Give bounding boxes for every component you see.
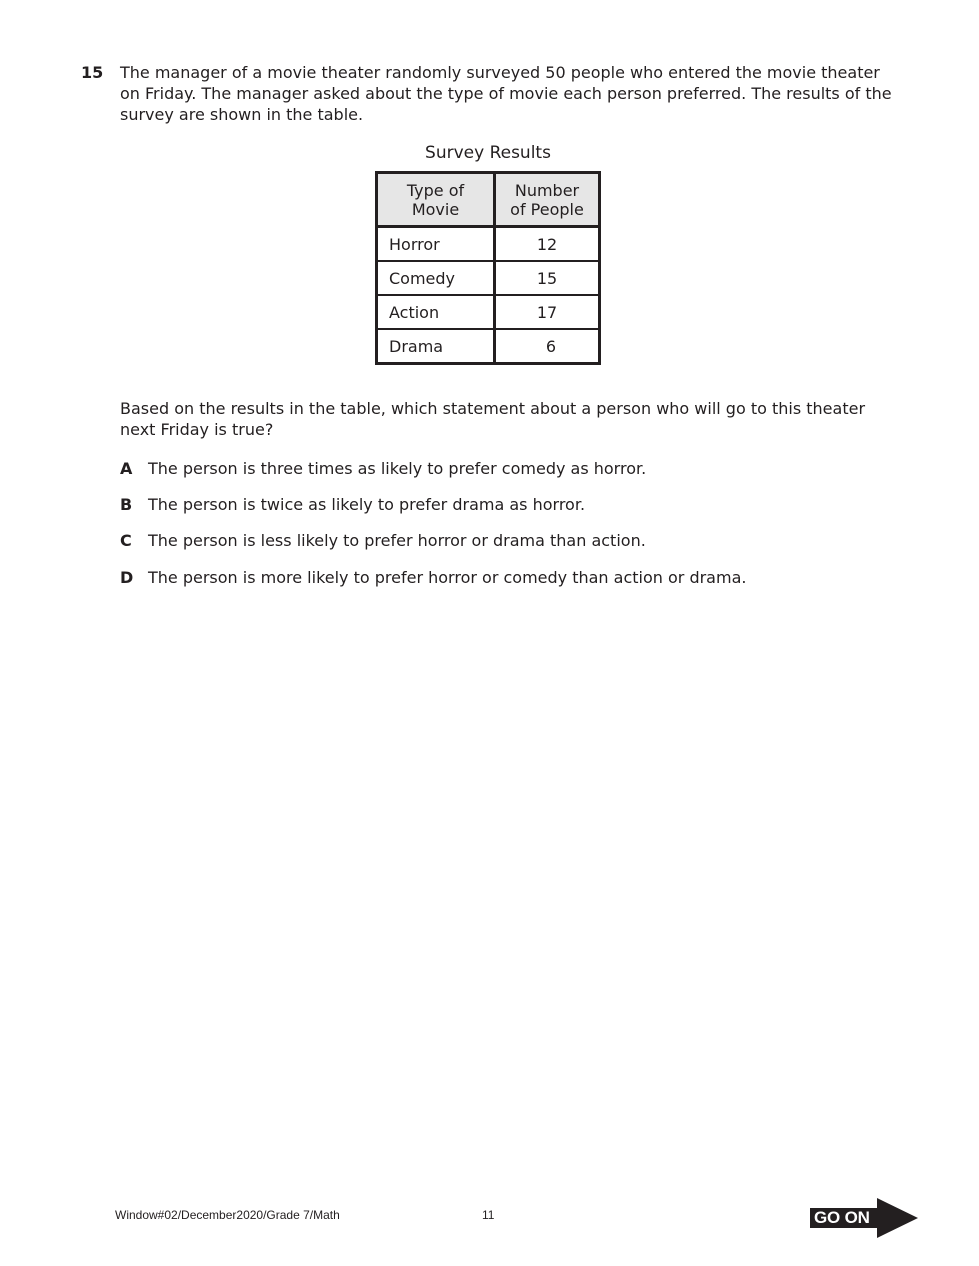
- table-title: Survey Results: [425, 143, 551, 163]
- question-number: 15: [81, 63, 104, 82]
- movie-type-cell: Comedy: [377, 261, 495, 295]
- answer-choice-c[interactable]: [120, 530, 646, 551]
- header-type-of-movie: [377, 173, 495, 227]
- choice-letter: B: [120, 495, 133, 514]
- table-row: [377, 227, 600, 262]
- footer-form-id: Window#02/December2020/Grade 7/Math: [115, 1208, 340, 1222]
- movie-type-cell: Drama: [377, 329, 495, 364]
- people-count-cell: 15: [495, 261, 600, 295]
- choice-text: The person is twice as likely to prefer drama as horror.: [148, 495, 586, 514]
- choice-letter: A: [120, 459, 133, 478]
- question-stem: The manager of a movie theater randomly surveyed 50 people who entered the movie theater on Friday. The manager asked about the type of movie each person preferred. The results of the survey are shown in the table.: [120, 63, 892, 124]
- question-prompt: Based on the results in the table, which statement about a person who will go to this theater next Friday is true?: [120, 399, 866, 439]
- arrow-head-icon: [877, 1198, 918, 1238]
- survey-results-table: [375, 171, 601, 365]
- choice-text: The person is three times as likely to prefer comedy as horror.: [148, 459, 647, 478]
- table-row: [377, 329, 600, 364]
- choice-text: The person is less likely to prefer horror or drama than action.: [148, 531, 646, 550]
- header-type-line1: Type of: [406, 180, 465, 200]
- choice-letter: D: [120, 568, 134, 587]
- answer-choice-a[interactable]: [120, 458, 646, 479]
- table-row: [377, 295, 600, 329]
- header-number-line1: Number: [514, 180, 580, 200]
- answer-choice-b[interactable]: [120, 494, 585, 515]
- header-number-line2: of People: [510, 199, 584, 219]
- page-number: 11: [482, 1208, 495, 1222]
- header-type-line2: Movie: [411, 199, 460, 219]
- table-header-row: [377, 173, 600, 227]
- header-number-of-people: [495, 173, 600, 227]
- people-count-cell: 6: [495, 329, 600, 364]
- people-count-cell: 17: [495, 295, 600, 329]
- answer-choice-d[interactable]: [120, 567, 746, 588]
- choice-text: The person is more likely to prefer horror or comedy than action or drama.: [148, 568, 747, 587]
- go-on-label: GO ON: [814, 1208, 870, 1227]
- go-on-arrow-icon: [810, 1198, 918, 1238]
- table-row: [377, 261, 600, 295]
- people-count-cell: 12: [536, 234, 558, 254]
- movie-type-cell: Action: [377, 295, 495, 329]
- movie-type-cell: Horror: [377, 227, 495, 262]
- choice-letter: C: [120, 531, 132, 550]
